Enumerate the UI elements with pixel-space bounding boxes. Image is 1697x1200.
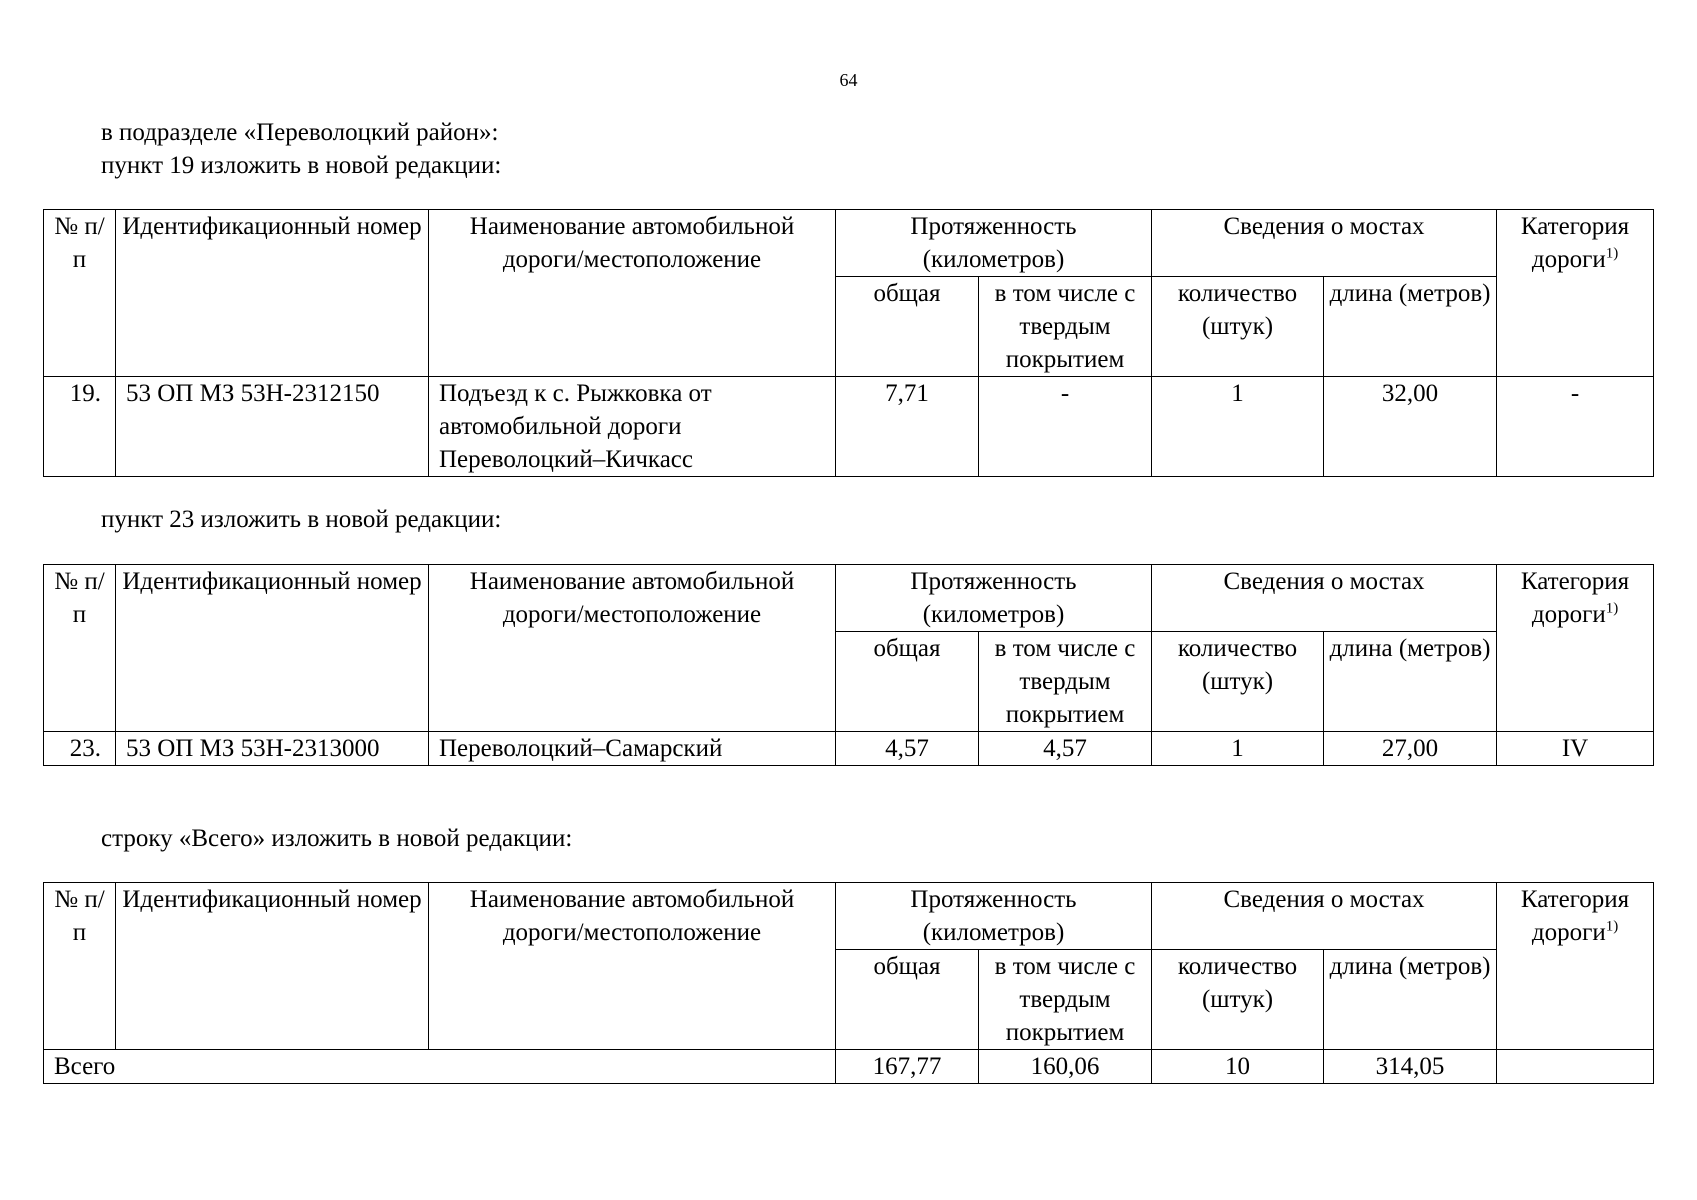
table-row [44,377,1654,477]
footnote-marker: 1) [1605,245,1619,262]
total-row [44,1050,1654,1084]
cell-id: 53 ОП МЗ 53Н-2312150 [116,377,429,477]
road-table-item-19 [43,209,1654,477]
cell-category: - [1497,377,1654,477]
road-table-total [43,882,1654,1084]
header-length-total: общая [836,632,979,732]
header-id: Идентификационный номер [116,210,429,377]
road-table-item-23 [43,564,1654,766]
cell-bridges-length: 32,00 [1324,377,1497,477]
header-num: № п/п [44,210,116,377]
cell-category [1497,1050,1654,1084]
footnote-marker: 1) [1605,600,1619,617]
cell-bridges-length: 27,00 [1324,732,1497,766]
header-length-total: общая [836,277,979,377]
header-category: Категория дороги$^{1)}$ [1497,883,1654,1050]
header-bridges: Сведения о мостах [1152,210,1497,277]
cell-id: 53 ОП МЗ 53Н-2313000 [116,732,429,766]
header-bridges-length: длина (метров) [1324,277,1497,377]
cell-total-label: Всего [44,1050,836,1084]
header-category: Категория дороги$^{1)}$ [1497,565,1654,732]
cell-length-total: 7,71 [836,377,979,477]
header-id: Идентификационный номер [116,883,429,1050]
header-name: Наименование автомобильной дороги/местоположение [429,565,836,732]
cell-length-total: 4,57 [836,732,979,766]
cell-name: Подъезд к с. Рыжковка от автомобильной дороги Переволоцкий–Кичкасс [429,377,836,477]
header-length-hard: в том числе с твердым покрытием [979,632,1152,732]
table-row [44,732,1654,766]
header-length-total: общая [836,950,979,1050]
cell-length-hard: 4,57 [979,732,1152,766]
cell-bridges-count: 10 [1152,1050,1324,1084]
header-bridges-length: длина (метров) [1324,950,1497,1050]
header-bridges-count: количество (штук) [1152,277,1324,377]
header-length-hard: в том числе с твердым покрытием [979,277,1152,377]
intro-line-1: в подразделе «Переволоцкий район»: [101,119,499,146]
paragraph-item-23: пункт 23 изложить в новой редакции: [101,506,502,533]
header-bridges-length: длина (метров) [1324,632,1497,732]
header-bridges-count: количество (штук) [1152,632,1324,732]
header-length: Протяженность (километров) [836,565,1152,632]
header-length: Протяженность (километров) [836,210,1152,277]
header-bridges-count: количество (штук) [1152,950,1324,1050]
cell-num: 23. [44,732,116,766]
header-id: Идентификационный номер [116,565,429,732]
cell-length-total: 167,77 [836,1050,979,1084]
header-length: Протяженность (километров) [836,883,1152,950]
header-num: № п/п [44,565,116,732]
page-number: 64 [839,70,858,90]
cell-name: Переволоцкий–Самарский [429,732,836,766]
cell-num: 19. [44,377,116,477]
header-name: Наименование автомобильной дороги/местоположение [429,210,836,377]
cell-bridges-length: 314,05 [1324,1050,1497,1084]
header-category: Категория дороги$^{1)}$ [1497,210,1654,377]
cell-bridges-count: 1 [1152,377,1324,477]
cell-length-hard: - [979,377,1152,477]
header-bridges: Сведения о мостах [1152,565,1497,632]
intro-line-2: пункт 19 изложить в новой редакции: [101,152,502,179]
cell-category: IV [1497,732,1654,766]
paragraph-total-row: строку «Всего» изложить в новой редакции: [101,825,573,852]
header-length-hard: в том числе с твердым покрытием [979,950,1152,1050]
header-bridges: Сведения о мостах [1152,883,1497,950]
cell-length-hard: 160,06 [979,1050,1152,1084]
footnote-marker: 1) [1605,918,1619,935]
cell-bridges-count: 1 [1152,732,1324,766]
header-name: Наименование автомобильной дороги/местоположение [429,883,836,1050]
header-num: № п/п [44,883,116,1050]
